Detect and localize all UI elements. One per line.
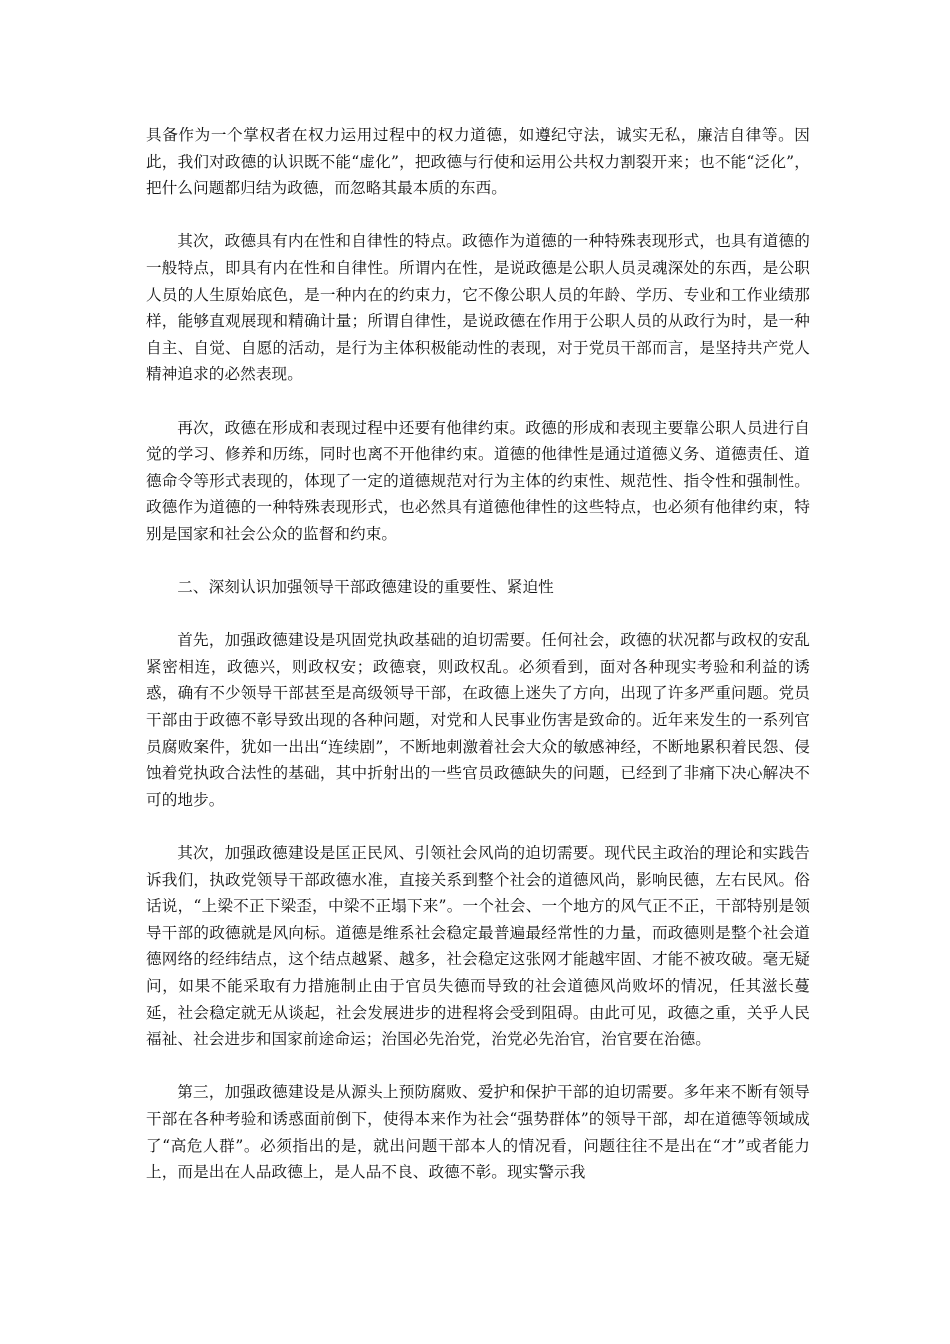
paragraph-social-customs: 其次，加强政德建设是匡正民风、引领社会风尚的迫切需要。现代民主政治的理论和实践告诉我们，执政党领导干部政德水准，直接关系到整个社会的道德风尚，影响民德，左右民风。俗话说，“上梁不正下梁歪，中梁不正塌下来”。一个社会、一个地方的风气正不正，干部特别是领导干部的政德就是风向标。道德是维系社会稳定最普遍最经常性的力量，而政德则是整个社会道德网络的经纬结点，这个结点越紧、越多，社会稳定这张网才能越牢固、才能不被攻破。毫无疑问，如果不能采取有力措施制止由于官员失德而导致的社会道德风尚败坏的情况，任其滋长蔓延，社会稳定就无从谈起，社会发展进步的进程将会受到阻碍。由此可见，政德之重，关乎人民福祉、社会进步和国家前途命运；治国必先治党，治党必先治官，治官要在治德。 xyxy=(146,844,810,1049)
section-heading-importance: 二、深刻认识加强领导干部政德建设的重要性、紧迫性 xyxy=(177,578,554,597)
document-body xyxy=(146,122,810,1212)
paragraph-prevent-corruption: 第三，加强政德建设是从源头上预防腐败、爱护和保护干部的迫切需要。多年来不断有领导干部在各种考验和诱惑面前倒下，使得本来作为社会“强势群体”的领导干部，却在道德等领域成了“高危人群”。必须指出的是，就出问题干部本人的情况看，问题往往不是出在“才”或者能力上，而是出在人品政德上，是人品不良、政德不彰。现实警示我 xyxy=(146,1083,810,1182)
paragraph-ruling-foundation: 首先，加强政德建设是巩固党执政基础的迫切需要。任何社会，政德的状况都与政权的安乱紧密相连，政德兴，则政权安；政德衰，则政权乱。必须看到，面对各种现实考验和利益的诱惑，确有不少领导干部甚至是高级领导干部，在政德上迷失了方向，出现了许多严重问题。党员干部由于政德不彰导致出现的各种问题，对党和人民事业伤害是致命的。近年来发生的一系列官员腐败案件，犹如一出出“连续剧”，不断地刺激着社会大众的敏感神经，不断地累积着民怨、侵蚀着党执政合法性的基础，其中折射出的一些官员政德缺失的问题，已经到了非痛下决心解决不可的地步。 xyxy=(146,631,810,809)
paragraph-external-constraint: 再次，政德在形成和表现过程中还要有他律约束。政德的形成和表现主要靠公职人员进行自觉的学习、修养和历练，同时也离不开他律约束。道德的他律性是通过道德义务、道德责任、道德命令等形式表现的，体现了一定的道德规范对行为主体的约束性、规范性、指令性和强制性。政德作为道德的一种特殊表现形式，也必然具有道德他律性的这些特点，也必须有他律约束，特别是国家和社会公众的监督和约束。 xyxy=(146,418,810,543)
paragraph-internal-self-discipline: 其次，政德具有内在性和自律性的特点。政德作为道德的一种特殊表现形式，也具有道德的一般特点，即具有内在性和自律性。所谓内在性，是说政德是公职人员灵魂深处的东西，是公职人员的人生原始底色，是一种内在的约束力，它不像公职人员的年龄、学历、专业和工作业绩那样，能够直观展现和精确计量；所谓自律性，是说政德在作用于公职人员的从政行为时，是一种自主、自觉、自愿的活动，是行为主体积极能动性的表现，对于党员干部而言，是坚持共产党人精神追求的必然表现。 xyxy=(146,232,810,384)
paragraph-continued: 具备作为一个掌权者在权力运用过程中的权力道德，如遵纪守法，诚实无私，廉洁自律等。因此，我们对政德的认识既不能“虚化”，把政德与行使和运用公共权力割裂开来；也不能“泛化”，把什么问题都归结为政德，而忽略其最本质的东西。 xyxy=(146,126,810,198)
